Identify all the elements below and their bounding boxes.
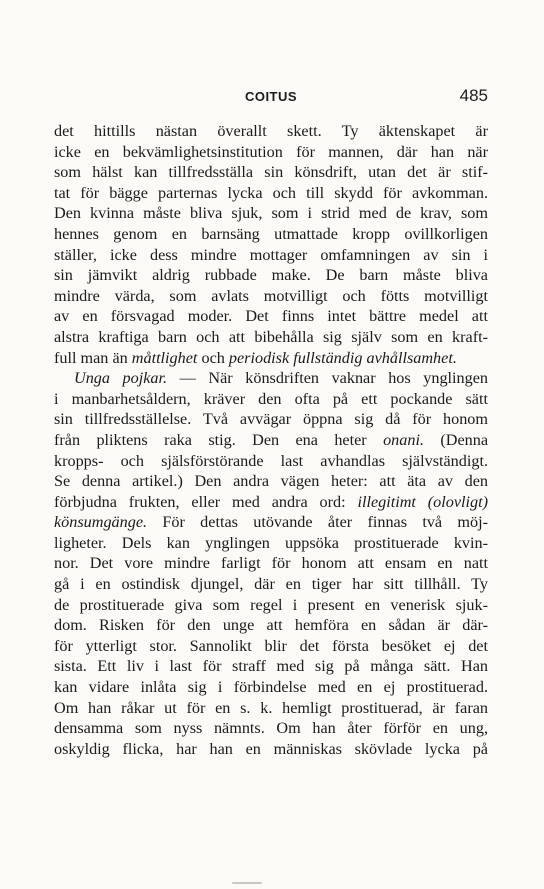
italic-text: könsumgänge. — [54, 513, 148, 532]
text-line — [54, 718, 488, 739]
italic-text: illegitimt (olovligt) — [357, 492, 489, 511]
text-segment: (Denna — [423, 430, 489, 449]
text-line — [54, 409, 488, 430]
text-segment: densamma som nyss nämnts. Om han åter förför en ung, — [54, 719, 488, 738]
italic-text: måttlighet — [131, 348, 198, 367]
text-segment: mindre värda, som avlats motvilligt och fötts motvilligt — [54, 286, 488, 305]
text-segment: nor. Det vore mindre farligt för honom att ensam en natt — [54, 554, 488, 573]
text-line — [54, 162, 488, 183]
text-line — [54, 121, 488, 142]
text-line — [54, 245, 488, 266]
text-segment: tat för bägge parternas lycka och till skydd för avkomman. — [54, 183, 488, 202]
text-line — [54, 327, 488, 348]
text-line — [54, 533, 488, 554]
text-segment: För dettas utövande åter finnas två möj- — [147, 513, 488, 532]
text-segment: i manbarhetsåldern, kräver den ofta på ett pockande sätt — [54, 389, 488, 408]
text-line — [54, 306, 488, 327]
text-line — [54, 389, 488, 410]
text-line — [54, 451, 488, 472]
text-segment: sin tillfredsställelse. Två avvägar öppna sig då för honom — [54, 410, 488, 429]
page-number: 485 — [459, 86, 488, 105]
text-line — [54, 224, 488, 245]
text-line — [54, 698, 488, 719]
text-line — [54, 203, 488, 224]
text-segment: hennes genom en barnsäng utmattade kropp ovillkorligen — [54, 224, 488, 243]
text-segment: Om han råkar ut för en s. k. hemligt prostituerad, är faran — [54, 698, 488, 717]
text-segment: dom. Risken för den unge att hemföra en sådan är där- — [54, 616, 488, 635]
text-segment: Den kvinna måste bliva sjuk, som i strid med de krav, som — [54, 204, 488, 223]
text-segment: de prostituerade giva som regel i present en venerisk sjuk- — [54, 595, 488, 614]
text-segment: alstra kraftiga barn och att bibehålla sig själv som en kraft- — [54, 327, 488, 346]
text-segment: sin jämvikt aldrig rubbade make. De barn måste bliva — [54, 266, 488, 285]
text-line — [54, 656, 488, 677]
text-segment: som hälst kan tillfredsställa sin könsdrift, utan det är stif- — [54, 163, 488, 182]
text-line — [54, 286, 488, 307]
text-segment: full man än — [54, 348, 132, 367]
text-line — [54, 512, 488, 533]
page-edge-mark — [232, 882, 262, 884]
text-line — [54, 430, 488, 451]
text-line — [54, 348, 488, 369]
text-line — [54, 739, 488, 760]
body-text — [54, 121, 488, 759]
text-segment: Se denna artikel.) Den andra vägen heter: att äta av den — [54, 472, 488, 491]
text-segment: ställer, icke dess mindre mottager omfamningen av sin i — [54, 245, 488, 264]
text-line — [54, 183, 488, 204]
text-segment: av en försvagad moder. Det finns intet bättre medel att — [54, 307, 488, 326]
text-segment: oskyldig flicka, har han en människas skövlade lycka på — [54, 739, 488, 758]
text-segment: kropps- och själsförstörande last avhandlas självständigt. — [54, 451, 488, 470]
text-line — [54, 265, 488, 286]
text-segment: kan vidare inlåta sig i förbindelse med en ej prostituerad. — [54, 678, 488, 697]
text-line — [54, 368, 488, 389]
text-line — [54, 574, 488, 595]
running-title: COITUS — [244, 89, 298, 104]
text-line — [54, 636, 488, 657]
text-segment: — När könsdriften vaknar hos ynglingen — [167, 369, 488, 388]
text-line — [54, 595, 488, 616]
text-line — [54, 615, 488, 636]
text-line — [54, 677, 488, 698]
text-line — [54, 142, 488, 163]
running-head — [54, 86, 488, 108]
italic-text: periodisk fullständig avhållsamhet. — [228, 348, 457, 367]
text-segment: ligheter. Dels kan ynglingen uppsöka prostituerade kvin- — [54, 533, 488, 552]
text-segment: gå i en ostindisk djungel, där en tiger har sitt tillhåll. Ty — [54, 575, 488, 594]
text-line — [54, 492, 488, 513]
text-segment: och — [197, 348, 229, 367]
text-line — [54, 471, 488, 492]
text-segment: för ytterligt stor. Sannolikt blir det första besöket ej det — [54, 636, 488, 655]
italic-text: Unga pojkar. — [74, 369, 168, 388]
text-line — [54, 553, 488, 574]
text-segment: det hittills nästan överallt skett. Ty äktenskapet är — [54, 122, 488, 140]
text-segment: sista. Ett liv i last för straff med sig på många sätt. Han — [54, 657, 488, 676]
text-segment: från pliktens raka stig. Den ena heter — [54, 430, 384, 449]
text-segment: icke en bekvämlighetsinstitution för mannen, där han när — [54, 142, 488, 161]
italic-text: onani. — [383, 430, 424, 449]
text-segment: förbjudna frukten, eller med andra ord: — [54, 492, 358, 511]
